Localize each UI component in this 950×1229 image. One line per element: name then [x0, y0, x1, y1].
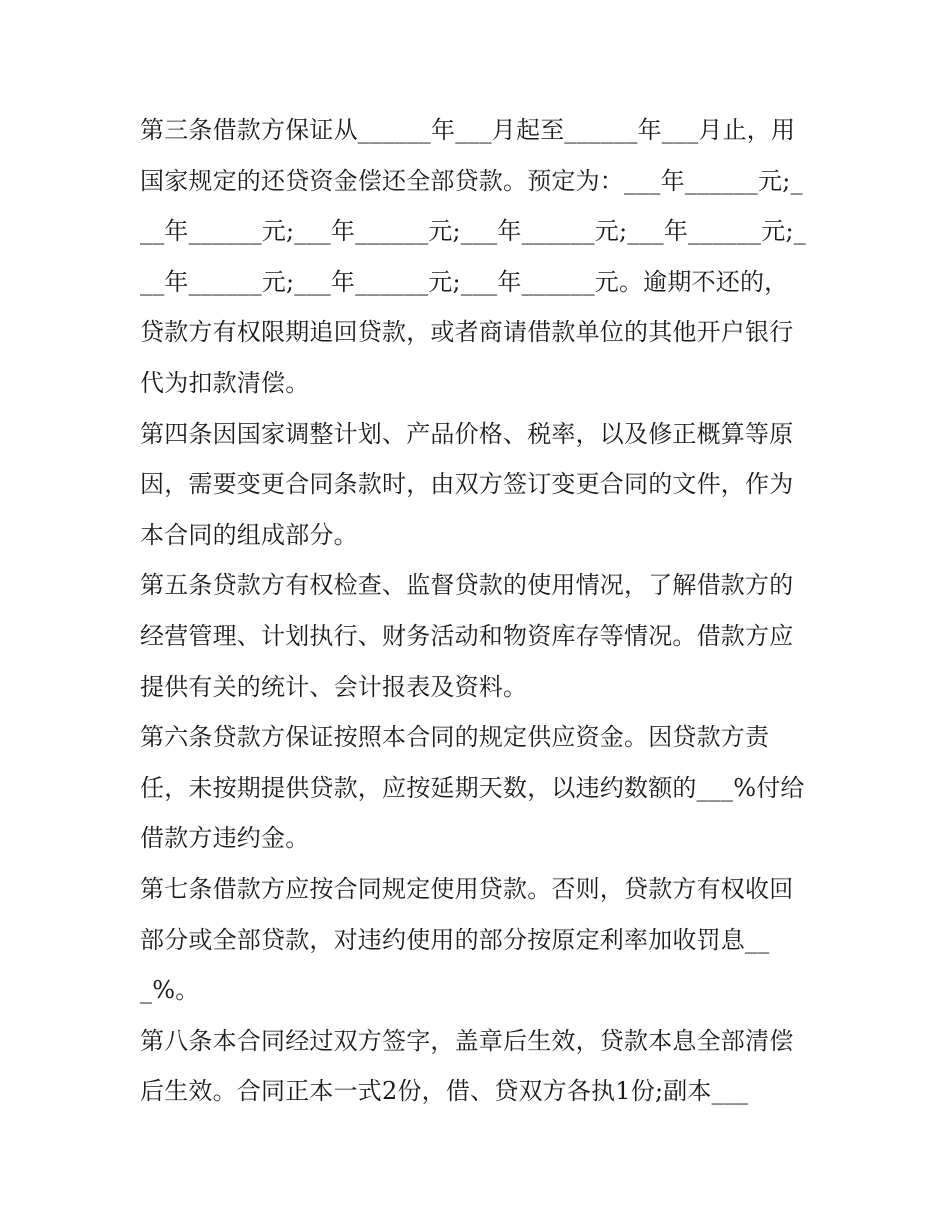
clause-3-paragraph: 第三条借款方保证从______年___月起至______年___月止，用国家规定的还贷资金偿还全部贷款。预定为：___年______元;___年______元;___年______元;___年______元;___年______元;___年______元;___年______元;___年______元。逾期不还的，贷款方有权限期追回贷款，或者商请借款单位的其他开户银行代为扣款清偿。	[140, 116, 806, 397]
clause-5-paragraph: 第五条贷款方有权检查、监督贷款的使用情况，了解借款方的经营管理、计划执行、财务活动和物资库存等情况。借款方应提供有关的统计、会计报表及资料。	[140, 571, 794, 701]
clause-8-paragraph: 第八条本合同经过双方签字，盖章后生效，贷款本息全部清偿后生效。合同正本一式2份，借、贷双方各执1份;副本___	[140, 1026, 794, 1106]
clause-7-paragraph: 第七条借款方应按合同规定使用贷款。否则，贷款方有权收回部分或全部贷款，对违约使用的部分按原定利率加收罚息___%。	[140, 874, 794, 1005]
document-body	[140, 105, 810, 1117]
clause-4-paragraph: 第四条因国家调整计划、产品价格、税率，以及修正概算等原因，需要变更合同条款时，由双方签订变更合同的文件，作为本合同的组成部分。	[140, 419, 794, 549]
clause-6-paragraph: 第六条贷款方保证按照本合同的规定供应资金。因贷款方责任，未按期提供贷款，应按延期天数，以违约数额的___%付给借款方违约金。	[140, 723, 805, 853]
